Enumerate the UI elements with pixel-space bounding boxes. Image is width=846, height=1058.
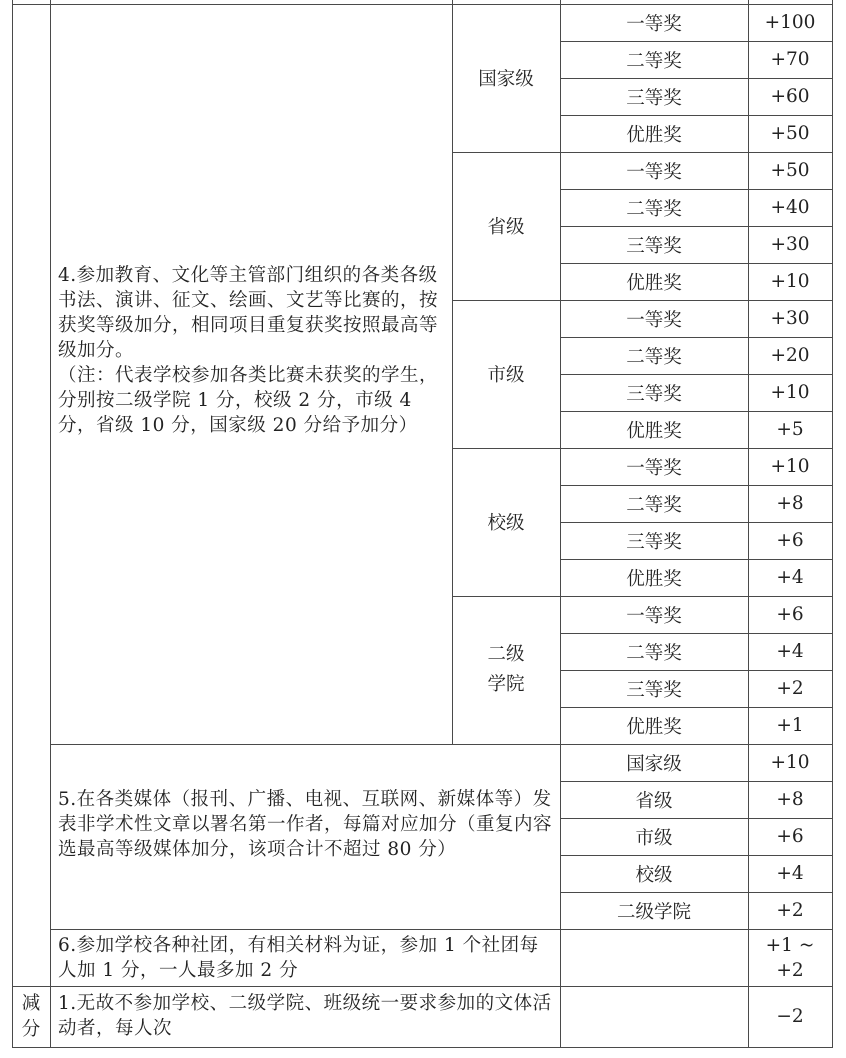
level-label: 国家级 [478,69,534,90]
deduction-score: −2 [776,1006,804,1027]
media-score: +8 [776,789,804,810]
deduction-category [12,986,50,1047]
award-score: +50 [770,123,810,144]
award-score: +60 [770,86,810,107]
award-score: +4 [776,641,804,662]
item5-description: 5.在各类媒体（报刊、广播、电视、互联网、新媒体等）发表非学术性文章以署名第一作者，每篇对应加分（重复内容选最高等级媒体加分，该项合计不超过 80 分） [58,789,553,860]
media-level: 市级 [635,827,673,849]
award-name: 优胜奖 [626,124,682,146]
table-border [12,1047,833,1048]
media-score: +4 [776,863,804,884]
award-score: +100 [764,12,816,33]
item4-note: （注：代表学校参加各类比赛未获奖的学生，分别按二级学院 1 分，校级 2 分，市级 4 分，省级 10 分，国家级 20 分给予加分） [58,365,439,436]
item6-score [748,929,832,986]
item6-score-line: +2 [776,959,804,981]
award-name: 优胜奖 [626,272,682,294]
award-score: +8 [776,493,804,514]
media-score: +10 [770,752,810,773]
media-level: 省级 [635,790,673,812]
award-name: 一等奖 [626,457,682,479]
award-name: 一等奖 [626,13,682,35]
deduction-category-line: 减 [21,992,41,1014]
level-label: 省级 [487,217,525,238]
award-name: 二等奖 [626,494,682,516]
award-name: 二等奖 [626,642,682,664]
award-score: +2 [776,678,804,699]
award-name: 二等奖 [626,198,682,220]
award-score: +10 [770,382,810,403]
award-score: +20 [770,345,810,366]
media-score: +6 [776,826,804,847]
award-name: 三等奖 [626,235,682,257]
table-border [50,0,51,1048]
award-name: 优胜奖 [626,568,682,590]
table-border [832,0,833,1048]
award-score: +6 [776,530,804,551]
item4-description: 4.参加教育、文化等主管部门组织的各类各级书法、演讲、征文、绘画、文艺等比赛的，按获奖等级加分，相同项目重复获奖按照最高等级加分。 [58,265,439,361]
award-score: +10 [770,271,810,292]
deduction-category-line: 分 [21,1018,41,1040]
award-score: +30 [770,308,810,329]
table-border [12,0,13,1048]
media-score: +2 [776,900,804,921]
deduction-description: 1.无故不参加学校、二级学院、班级统一要求参加的文体活动者，每人次 [58,993,552,1039]
item6-score-line: +1 ~ [765,934,815,956]
award-name: 二等奖 [626,50,682,72]
media-level: 校级 [635,864,673,886]
award-name: 三等奖 [626,87,682,109]
media-level: 国家级 [626,753,682,775]
award-name: 三等奖 [626,531,682,553]
award-name: 一等奖 [626,605,682,627]
award-name: 三等奖 [626,383,682,405]
item6-description: 6.参加学校各种社团，有相关材料为证，参加 1 个社团每人加 1 分，一人最多加 2 分 [58,935,539,981]
award-score: +1 [776,715,804,736]
award-name: 三等奖 [626,679,682,701]
award-name: 优胜奖 [626,716,682,738]
award-name: 一等奖 [626,309,682,331]
award-score: +10 [770,456,810,477]
media-level: 二级学院 [616,901,691,923]
level-label: 市级 [487,365,525,386]
award-score: +50 [770,160,810,181]
level-label: 校级 [487,513,525,534]
award-score: +6 [776,604,804,625]
level-label-line: 学院 [487,674,525,695]
award-score: +5 [776,419,804,440]
award-name: 一等奖 [626,161,682,183]
award-name: 优胜奖 [626,420,682,442]
award-score: +40 [770,197,810,218]
table-border [50,929,832,930]
level-label-college [452,596,560,744]
award-score: +4 [776,567,804,588]
item4-cell [58,263,446,438]
award-score: +70 [770,49,810,70]
award-name: 二等奖 [626,346,682,368]
award-score: +30 [770,234,810,255]
level-label-line: 二级 [487,644,525,665]
table-border [12,986,833,987]
